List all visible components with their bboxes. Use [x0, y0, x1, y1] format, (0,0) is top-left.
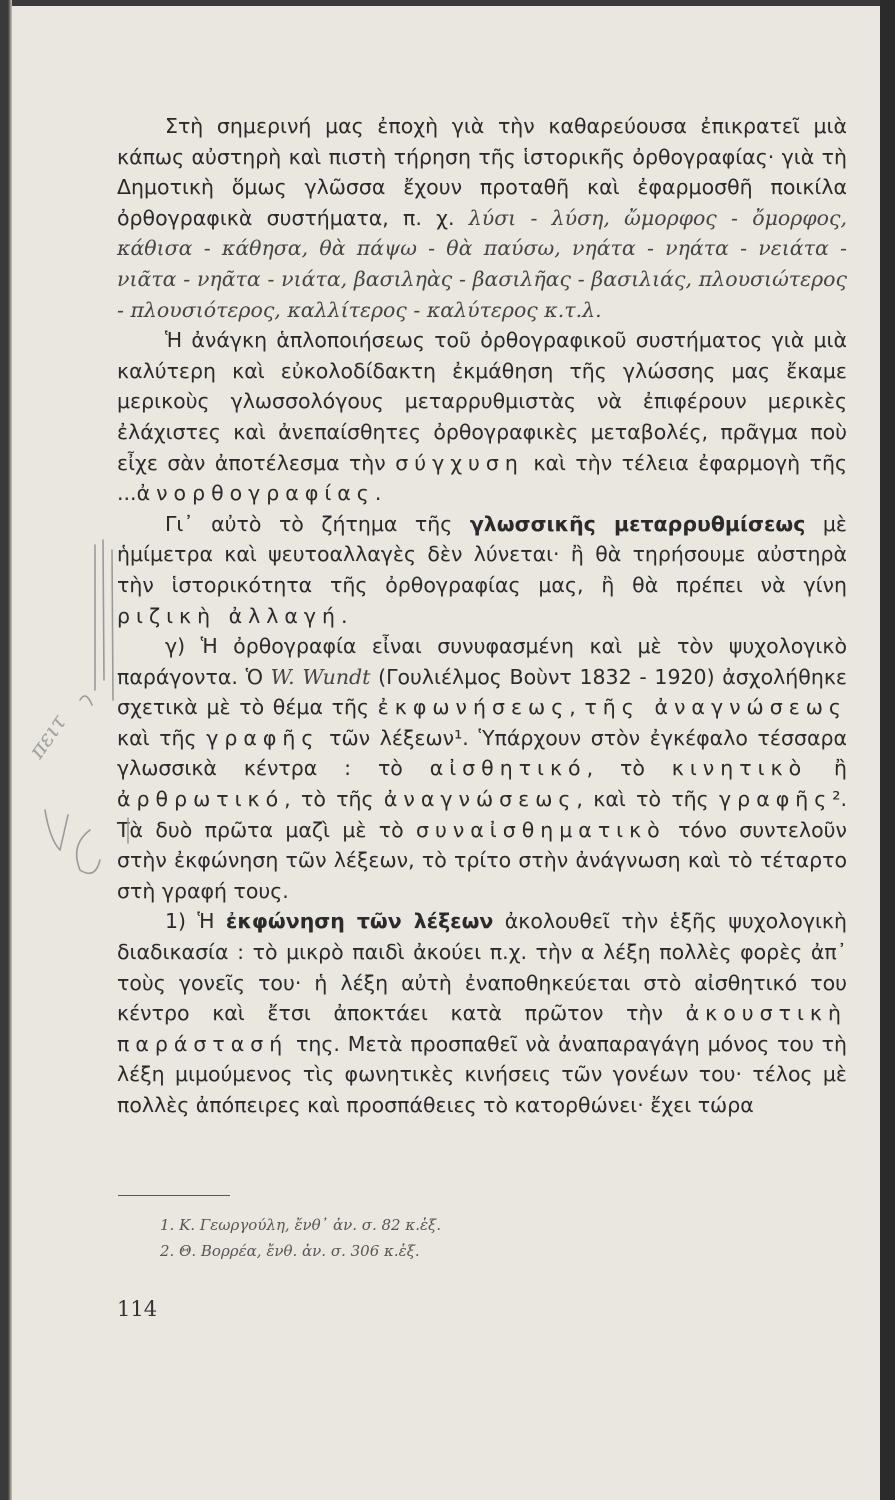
text-run-it: W. Wundt: [270, 664, 371, 689]
text-run-it: λύσι - λύση, ὤμορφος - ὄμορφος, κάθισα - κάθησα, θὰ πάψω - θὰ παύσω, νηάτα - νηάτα - νειάτα - νιᾶτα - νηᾶτα - νιάτα, βασιληὰς - βασιλῆας - βασιλιάς, πλουσιώτερος - πλουσιότερος, καλλίτερος - καλύτερος κ.τ.λ.: [117, 205, 847, 322]
text-run-sp: αἰσθητικό: [429, 756, 587, 781]
text-run: γ) Ἡ ὀρθογραφία εἶναι συνυφασμένη καὶ μὲ τὸν ψυχολογικὸ παράγοντα. Ὁ: [117, 634, 847, 689]
text-run-sp: γραφῆς: [206, 725, 320, 750]
paragraph-1: [117, 111, 847, 325]
scan-edge-left: [0, 0, 12, 1500]
text-run-sp: ἀναγνώσεως: [383, 787, 577, 812]
text-run: ἢ: [807, 756, 848, 781]
scan-edge-top: [0, 0, 880, 6]
text-run: , τὸ τῆς: [284, 787, 384, 812]
footnote-rule: [118, 1195, 230, 1196]
text-run: της. Μετὰ προσπαθεῖ νὰ ἀναπαραγάγη μόνος του τὴ λέξη μιμούμενος τὶς φωνητικὲς κινήσεις τῶν γονέων του· τέλος μὲ πολλὲς ἀπόπειρες καὶ προσπάθειες τὸ κατορθώνει· ἔχει τώρα: [117, 1031, 847, 1117]
text-run: Γι᾽ αὐτὸ τὸ ζήτημα τῆς: [165, 511, 470, 536]
text-run-sp: κινητικὸ: [671, 756, 808, 781]
text-run-sp: ἀρθρωτικό: [117, 787, 285, 812]
text-run: 1) Ἡ: [165, 909, 226, 934]
paragraph-2: [117, 325, 847, 509]
text-run: Ἡ ἀνάγκη ἁπλοποιήσεως τοῦ ὀρθογραφικοῦ συστήματος γιὰ μιὰ καλύτερη καὶ εὐκολοδίδακτη ἐκμάθηση τῆς γλώσσης μας ἔκαμε μερικοὺς γλωσσολόγους μεταρρυθμιστὰς νὰ ἐπιφέρουν μερικὲς ἐλάχιστες καὶ ἀνεπαίσθητες ὀρθογραφικὲς μεταβολές, πρᾶγμα ποὺ εἶχε σὰν ἀποτέλεσμα τὴν: [117, 328, 847, 475]
text-run: τόνο συντελοῦν στὴν ἐκφώνηση τῶν λέξεων, τὸ τρίτο στὴν ἀνάγνωση καὶ τὸ τέταρτο στὴ γραφή τους.: [117, 817, 847, 903]
text-run: Στὴ σημερινή μας ἐποχὴ γιὰ τὴν καθαρεύουσα ἐπικρατεῖ μιὰ κάπως αὐστηρὴ καὶ πιστὴ τήρηση τῆς ἱστορικῆς ὀρθογραφίας· γιὰ τὴ Δημοτικὴ ὅμως γλῶσσα ἔχουν προταθῆ καὶ ἐφαρμοσθῆ ποικίλα ὀρθογραφικὰ συστήματα, π. χ.: [117, 114, 847, 230]
page-number: 114: [117, 1297, 158, 1321]
text-run: .: [374, 481, 382, 506]
paragraph-5: [117, 906, 847, 1120]
text-run-b: γλωσσικῆς μεταρρυθμίσεως: [469, 511, 806, 536]
paragraph-3: [117, 509, 847, 631]
text-run: ². Τὰ δυὸ πρῶτα μαζὶ μὲ τὸ: [117, 787, 847, 842]
body-text: [117, 111, 847, 1121]
text-run: ,: [569, 695, 585, 720]
text-run: .: [341, 603, 348, 628]
text-run-sp: ριζικὴ ἀλλαγή: [117, 603, 342, 628]
paragraph-4: [117, 631, 847, 906]
text-run: ἀκολουθεῖ τὴν ἑξῆς ψυχολογικὴ διαδικασία : τὸ μικρὸ παιδὶ ἀκούει π.χ. τὴν α λέξη πολλὲς φορὲς ἀπ᾽ τοὺς γονεῖς του· ἡ λέξη αὐτὴ ἐναποθηκεύεται στὸ αἰσθητικό του κέντρο καὶ ἔτσι ἀποκτάει κατὰ πρῶτον τὴν: [117, 909, 847, 1026]
text-run-sp: ἐκφωνήσεως: [377, 695, 570, 720]
text-run-sp: συναἰσθηματικὸ: [415, 817, 666, 842]
text-run: (Γουλιέλμος Βοὺντ 1832 - 1920) ἀσχολήθηκε σχετικὰ μὲ τὸ θέμα τῆς: [117, 664, 848, 720]
text-run-b: ἐκφώνηση τῶν λέξεων: [225, 909, 494, 934]
footnote-1: 1. Κ. Γεωργούλη, ἔνθ᾽ ἀν. σ. 82 κ.ἑξ.: [160, 1216, 442, 1234]
margin-note: πειτ: [24, 710, 72, 764]
text-run-sp: ἀνορθογραφίας: [136, 481, 375, 506]
scan-edge-right: [880, 0, 895, 1500]
text-run: μὲ ἡμίμετρα καὶ ψευτοαλλαγὲς δὲν λύνεται· ἢ θὰ τηρήσουμε αὐστηρὰ τὴν ἱστορικότητα τῆς ὀρθογραφίας μας, ἢ θὰ πρέπει νὰ γίνη: [117, 511, 848, 597]
footnotes: [160, 1212, 441, 1264]
text-run: , τὸ: [586, 756, 672, 781]
text-run: τῶν λέξεων¹. Ὑπάρχουν στὸν ἐγκέφαλο τέσσαρα γλωσσικὰ κέντρα : τὸ: [117, 725, 847, 781]
text-run-sp: σύγχυση: [395, 450, 524, 475]
text-run: , καὶ τὸ τῆς: [576, 787, 720, 812]
text-run-sp: ἀκουστικὴ παράστασή: [117, 1001, 847, 1056]
text-run: καὶ τῆς: [117, 725, 207, 750]
text-run: καὶ τὴν τέλεια ἐφαρμογὴ τῆς ...: [117, 450, 847, 506]
footnote-2: 2. Θ. Βορρέα, ἔνθ. ἀν. σ. 306 κ.ἑξ.: [160, 1242, 420, 1260]
text-run-sp: τῆς ἀναγνώσεως: [584, 695, 847, 720]
text-run-sp: γραφῆς: [719, 787, 833, 812]
